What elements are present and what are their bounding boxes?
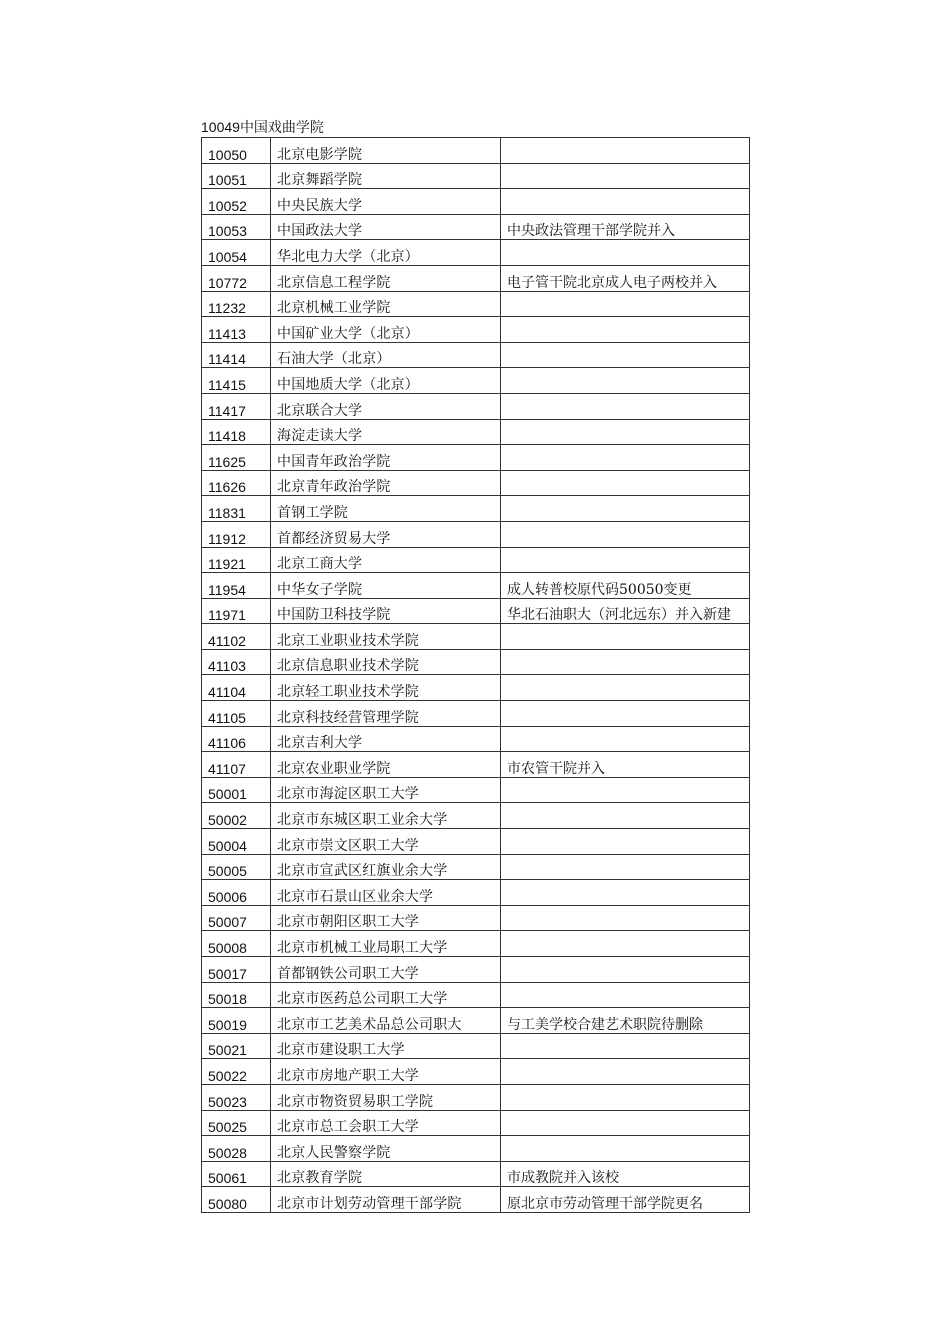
institution-code-cell: 11954 [202, 573, 271, 599]
institution-name-cell: 北京科技经营管理学院 [271, 701, 501, 727]
institution-code-cell: 41105 [202, 701, 271, 727]
institution-code-cell: 11417 [202, 393, 271, 419]
table-row [202, 470, 750, 496]
institution-code-cell: 11971 [202, 598, 271, 624]
institution-name-cell: 北京联合大学 [271, 393, 501, 419]
institution-name-cell: 北京市物资贸易职工学院 [271, 1084, 501, 1110]
institution-code-cell: 11413 [202, 317, 271, 343]
table-row [202, 214, 750, 240]
institution-note-cell [501, 854, 750, 880]
institution-note-cell [501, 726, 750, 752]
institution-note-cell: 市成教院并入该校 [501, 1161, 750, 1187]
table-row [202, 1110, 750, 1136]
institution-note-cell [501, 163, 750, 189]
institution-note-cell [501, 1084, 750, 1110]
institution-note-cell [501, 470, 750, 496]
institution-note-cell: 原北京市劳动管理干部学院更名 [501, 1187, 750, 1213]
institution-name-cell: 北京吉利大学 [271, 726, 501, 752]
institution-note-cell [501, 342, 750, 368]
institution-code-cell: 41107 [202, 752, 271, 778]
institution-note-cell [501, 1136, 750, 1162]
institution-code-cell: 11625 [202, 445, 271, 471]
institution-code-cell: 50006 [202, 880, 271, 906]
table-row [202, 496, 750, 522]
institution-note-cell: 成人转普校原代码50050变更 [501, 573, 750, 599]
institution-name-cell: 海淀走读大学 [271, 419, 501, 445]
institution-note-cell: 电子管干院北京成人电子两校并入 [501, 265, 750, 291]
institution-note-cell: 市农管干院并入 [501, 752, 750, 778]
institution-code-cell: 41102 [202, 624, 271, 650]
table-row [202, 982, 750, 1008]
heading-code: 10049 [201, 119, 240, 135]
institution-name-cell: 北京青年政治学院 [271, 470, 501, 496]
institution-name-cell: 中国矿业大学（北京） [271, 317, 501, 343]
institution-code-cell: 50008 [202, 931, 271, 957]
institution-note-cell [501, 1059, 750, 1085]
table-row [202, 342, 750, 368]
institution-note-cell [501, 496, 750, 522]
institution-name-cell: 首钢工学院 [271, 496, 501, 522]
table-row [202, 240, 750, 266]
institution-code-cell: 11414 [202, 342, 271, 368]
institution-code-cell: 50023 [202, 1084, 271, 1110]
table-row [202, 138, 750, 164]
table-body [202, 138, 750, 1213]
institution-name-cell: 北京舞蹈学院 [271, 163, 501, 189]
institution-name-cell: 中央民族大学 [271, 189, 501, 215]
institution-name-cell: 北京市机械工业局职工大学 [271, 931, 501, 957]
table-row [202, 445, 750, 471]
institution-note-cell [501, 829, 750, 855]
heading-name: 中国戏曲学院 [239, 120, 324, 136]
institution-name-cell: 北京工业职业技术学院 [271, 624, 501, 650]
institution-name-cell: 北京市崇文区职工大学 [271, 829, 501, 855]
institution-code-cell: 50004 [202, 829, 271, 855]
institution-name-cell: 北京信息职业技术学院 [271, 649, 501, 675]
table-row [202, 701, 750, 727]
table-row [202, 317, 750, 343]
institution-note-cell [501, 675, 750, 701]
institution-code-table [201, 137, 750, 1213]
table-row [202, 368, 750, 394]
table-row [202, 1136, 750, 1162]
institution-note-cell [501, 1033, 750, 1059]
institution-code-cell: 11912 [202, 521, 271, 547]
institution-name-cell: 中国防卫科技学院 [271, 598, 501, 624]
institution-note-cell [501, 368, 750, 394]
table-row [202, 880, 750, 906]
table-row [202, 854, 750, 880]
institution-note-cell [501, 317, 750, 343]
table-row [202, 265, 750, 291]
institution-code-cell: 11831 [202, 496, 271, 522]
table-row [202, 905, 750, 931]
table-row [202, 1084, 750, 1110]
table-row [202, 1008, 750, 1034]
institution-name-cell: 中国地质大学（北京） [271, 368, 501, 394]
institution-name-cell: 中华女子学院 [271, 573, 501, 599]
institution-code-cell: 50001 [202, 777, 271, 803]
institution-code-cell: 11418 [202, 419, 271, 445]
institution-code-cell: 50022 [202, 1059, 271, 1085]
institution-name-cell: 石油大学（北京） [271, 342, 501, 368]
institution-name-cell: 中国青年政治学院 [271, 445, 501, 471]
institution-name-cell: 北京市朝阳区职工大学 [271, 905, 501, 931]
table-row [202, 624, 750, 650]
institution-code-cell: 10051 [202, 163, 271, 189]
table-row [202, 1161, 750, 1187]
heading-entry [201, 117, 324, 137]
institution-code-cell: 10052 [202, 189, 271, 215]
institution-code-cell: 11626 [202, 470, 271, 496]
table-row [202, 598, 750, 624]
institution-note-cell [501, 240, 750, 266]
institution-note-cell [501, 957, 750, 983]
institution-name-cell: 北京市医药总公司职工大学 [271, 982, 501, 1008]
institution-code-cell: 10050 [202, 138, 271, 164]
institution-name-cell: 北京教育学院 [271, 1161, 501, 1187]
institution-note-cell [501, 189, 750, 215]
institution-name-cell: 北京工商大学 [271, 547, 501, 573]
institution-note-cell [501, 291, 750, 317]
institution-code-cell: 10054 [202, 240, 271, 266]
table-row [202, 931, 750, 957]
table-row [202, 291, 750, 317]
institution-name-cell: 中国政法大学 [271, 214, 501, 240]
institution-name-cell: 北京市东城区职工业余大学 [271, 803, 501, 829]
institution-code-cell: 10772 [202, 265, 271, 291]
institution-name-cell: 北京农业职业学院 [271, 752, 501, 778]
institution-code-cell: 50017 [202, 957, 271, 983]
table-row [202, 393, 750, 419]
institution-name-cell: 北京市建设职工大学 [271, 1033, 501, 1059]
table-row [202, 649, 750, 675]
table-row [202, 521, 750, 547]
institution-note-cell: 华北石油职大（河北远东）并入新建 [501, 598, 750, 624]
institution-note-cell [501, 138, 750, 164]
institution-note-cell: 中央政法管理干部学院并入 [501, 214, 750, 240]
table-row [202, 1187, 750, 1213]
institution-name-cell: 北京机械工业学院 [271, 291, 501, 317]
institution-note-cell [501, 521, 750, 547]
institution-name-cell: 北京市房地产职工大学 [271, 1059, 501, 1085]
institution-code-cell: 11921 [202, 547, 271, 573]
institution-note-cell [501, 931, 750, 957]
institution-code-cell: 10053 [202, 214, 271, 240]
institution-note-cell [501, 803, 750, 829]
institution-code-cell: 41106 [202, 726, 271, 752]
institution-name-cell: 北京人民警察学院 [271, 1136, 501, 1162]
institution-name-cell: 首都钢铁公司职工大学 [271, 957, 501, 983]
institution-code-cell: 50080 [202, 1187, 271, 1213]
institution-code-cell: 11232 [202, 291, 271, 317]
institution-note-cell [501, 905, 750, 931]
table-row [202, 163, 750, 189]
institution-note-cell [501, 701, 750, 727]
table-row [202, 1059, 750, 1085]
table-row [202, 675, 750, 701]
institution-name-cell: 北京市计划劳动管理干部学院 [271, 1187, 501, 1213]
table-row [202, 752, 750, 778]
institution-code-cell: 50019 [202, 1008, 271, 1034]
institution-name-cell: 首都经济贸易大学 [271, 521, 501, 547]
institution-note-cell [501, 393, 750, 419]
institution-code-cell: 50028 [202, 1136, 271, 1162]
institution-name-cell: 北京轻工职业技术学院 [271, 675, 501, 701]
table-row [202, 777, 750, 803]
institution-code-cell: 50025 [202, 1110, 271, 1136]
institution-name-cell: 北京信息工程学院 [271, 265, 501, 291]
institution-code-cell: 50002 [202, 803, 271, 829]
institution-name-cell: 北京市宣武区红旗业余大学 [271, 854, 501, 880]
institution-name-cell: 北京市工艺美术品总公司职大 [271, 1008, 501, 1034]
institution-note-cell [501, 419, 750, 445]
table-row [202, 803, 750, 829]
table-row [202, 957, 750, 983]
table-row [202, 419, 750, 445]
institution-name-cell: 北京电影学院 [271, 138, 501, 164]
institution-code-cell: 50007 [202, 905, 271, 931]
institution-note-cell: 与工美学校合建艺术职院待删除 [501, 1008, 750, 1034]
institution-name-cell: 北京市总工会职工大学 [271, 1110, 501, 1136]
table-row [202, 573, 750, 599]
table-row [202, 547, 750, 573]
table-row [202, 726, 750, 752]
institution-note-cell [501, 880, 750, 906]
institution-code-cell: 11415 [202, 368, 271, 394]
institution-note-cell [501, 445, 750, 471]
institution-note-cell [501, 1110, 750, 1136]
institution-name-cell: 北京市海淀区职工大学 [271, 777, 501, 803]
institution-name-cell: 华北电力大学（北京） [271, 240, 501, 266]
institution-note-cell [501, 624, 750, 650]
institution-code-cell: 41104 [202, 675, 271, 701]
institution-code-cell: 50021 [202, 1033, 271, 1059]
institution-code-cell: 50061 [202, 1161, 271, 1187]
institution-name-cell: 北京市石景山区业余大学 [271, 880, 501, 906]
institution-note-cell [501, 982, 750, 1008]
table-row [202, 829, 750, 855]
table-row [202, 1033, 750, 1059]
institution-code-cell: 50005 [202, 854, 271, 880]
institution-note-cell [501, 547, 750, 573]
institution-code-cell: 50018 [202, 982, 271, 1008]
table-row [202, 189, 750, 215]
institution-note-cell [501, 777, 750, 803]
institution-code-cell: 41103 [202, 649, 271, 675]
institution-note-cell [501, 649, 750, 675]
